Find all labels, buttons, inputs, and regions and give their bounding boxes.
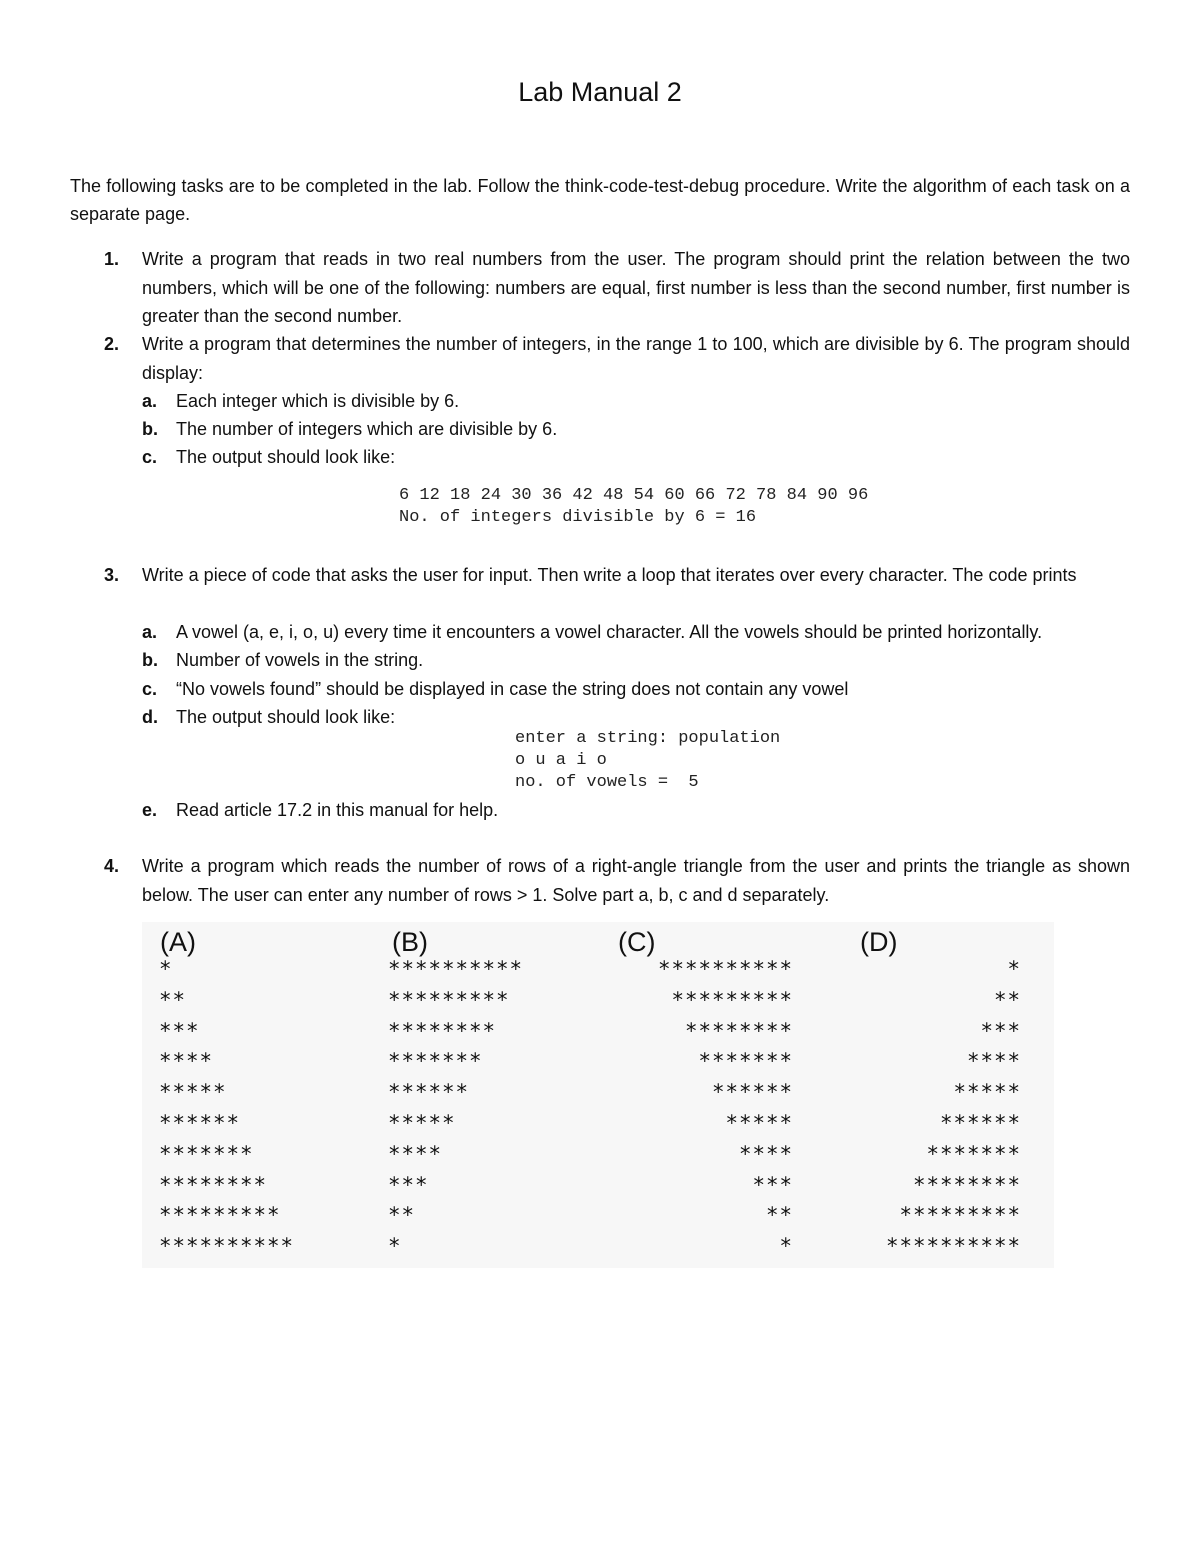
page-title: Lab Manual 2 [518,77,682,107]
triangle-c-row: **** [740,1141,794,1166]
triangle-d-row: * [1008,957,1022,981]
triangle-a-row: ******* [160,1141,255,1166]
triangle-a-row: * [160,957,174,981]
triangle-c-row: ********** [659,957,794,981]
triangle-c-row: ********* [672,987,794,1012]
sub-text: Number of vowels in the string. [176,650,424,670]
task-number: 3. [104,565,120,585]
triangle-d-row: ******* [927,1141,1022,1166]
triangle-b-row: ********** [389,957,524,981]
triangle-b-row: ** [389,1203,416,1228]
sub-text: “No vowels found” should be displayed in case the string does not contain any vowel [176,679,849,699]
task-text: Write a program that determines the number of integers, in the range 1 to 100, which are divisible by 6. The program should display: [142,334,1130,383]
task-text: Write a program which reads the number of rows of a right-angle triangle from the user and prints the triangle as shown below. The user can enter any number of rows > 1. Solve part a, b, c and d separately. [142,856,1130,905]
triangle-label-c: (C) [618,927,656,957]
task-2-sub-a [142,387,1132,416]
sub-letter: b. [142,419,158,439]
task-3-sub-c [142,675,1132,704]
triangle-label-d: (D) [860,927,898,957]
task-3-sub-e [142,796,1132,825]
triangle-d-row: ***** [954,1080,1022,1105]
triangle-a-row: ******** [160,1172,268,1197]
task-2-output-line-1: 6 12 18 24 30 36 42 48 54 60 66 72 78 84 90 96 [399,486,869,505]
triangle-a-row: *** [160,1018,201,1043]
triangle-a-row: ********** [160,1234,295,1259]
triangle-c-row: ***** [726,1111,794,1135]
triangle-d-row: ****** [941,1111,1022,1135]
triangle-b-row: *** [389,1172,430,1197]
task-3-output-line-2: o u a i o [515,751,607,770]
task-2-sub-c [142,443,1132,472]
triangle-a-row: ***** [160,1080,228,1105]
intro-paragraph: The following tasks are to be completed in the lab. Follow the think-code-test-debug procedure. Write the algorithm of each task on a separate page. [70,176,1130,224]
task-3-sub-b [142,646,1132,675]
triangle-c-row: * [780,1234,794,1259]
triangle-b-row: ****** [389,1080,470,1105]
triangle-label-b: (B) [392,927,428,957]
sub-letter: a. [142,622,158,642]
task-3-output-line-1: enter a string: population [515,729,781,748]
task-number: 4. [104,856,120,876]
sub-letter: d. [142,707,158,727]
triangle-a-row: **** [160,1049,214,1074]
triangle-label-a: (A) [160,927,196,957]
triangle-b-row: ********* [389,987,511,1012]
sub-letter: a. [142,391,158,411]
task-number: 1. [104,249,120,269]
task-text: Write a piece of code that asks the user for input. Then write a loop that iterates over every character. The code prints [142,565,1077,585]
triangle-c-row: ******** [686,1018,794,1043]
sub-text: Each integer which is divisible by 6. [176,391,460,411]
sub-letter: b. [142,650,158,670]
triangle-b-row: * [389,1234,403,1259]
triangle-patterns-figure [142,922,1054,1268]
triangle-d-row: ** [995,987,1022,1012]
task-2-output-line-2: No. of integers divisible by 6 = 16 [399,508,757,527]
triangle-d-row: **** [968,1049,1022,1074]
task-3-output-line-3: no. of vowels = 5 [515,773,699,792]
triangle-c-row: ******* [699,1049,794,1074]
task-2-sub-b [142,415,1132,444]
triangle-d-row: ********** [887,1234,1022,1259]
sub-letter: c. [142,679,158,699]
sub-text: The number of integers which are divisible by 6. [176,419,558,439]
triangle-a-row: ****** [160,1111,241,1135]
triangle-a-row: ********* [160,1203,282,1228]
task-1 [70,245,1130,331]
sub-text: A vowel (a, e, i, o, u) every time it encounters a vowel character. All the vowels should be printed horizontally. [176,622,1043,642]
triangle-b-row: ***** [389,1111,457,1135]
triangle-d-row: *** [981,1018,1022,1043]
triangle-c-row: ****** [713,1080,794,1105]
task-4 [70,852,1130,909]
task-3 [70,561,1130,590]
sub-text: The output should look like: [176,447,396,467]
triangle-c-row: *** [753,1172,794,1197]
task-number: 2. [104,334,120,354]
task-3-sub-a [142,618,1132,647]
triangle-d-row: ******** [914,1172,1022,1197]
triangle-c-row: ** [767,1203,794,1228]
task-text: Write a program that reads in two real numbers from the user. The program should print the relation between the two numbers, which will be one of the following: numbers are equal, first number is less than the second number, first number is greater than the second number. [142,249,1130,326]
triangle-b-row: ******** [389,1018,497,1043]
triangle-d-row: ********* [900,1203,1022,1228]
sub-letter: c. [142,447,158,467]
sub-text: Read article 17.2 in this manual for help. [176,800,499,820]
triangle-b-row: ******* [389,1049,484,1074]
sub-letter: e. [142,800,158,820]
triangle-a-row: ** [160,987,187,1012]
task-2 [70,330,1130,387]
sub-text: The output should look like: [176,707,396,727]
triangle-b-row: **** [389,1141,443,1166]
